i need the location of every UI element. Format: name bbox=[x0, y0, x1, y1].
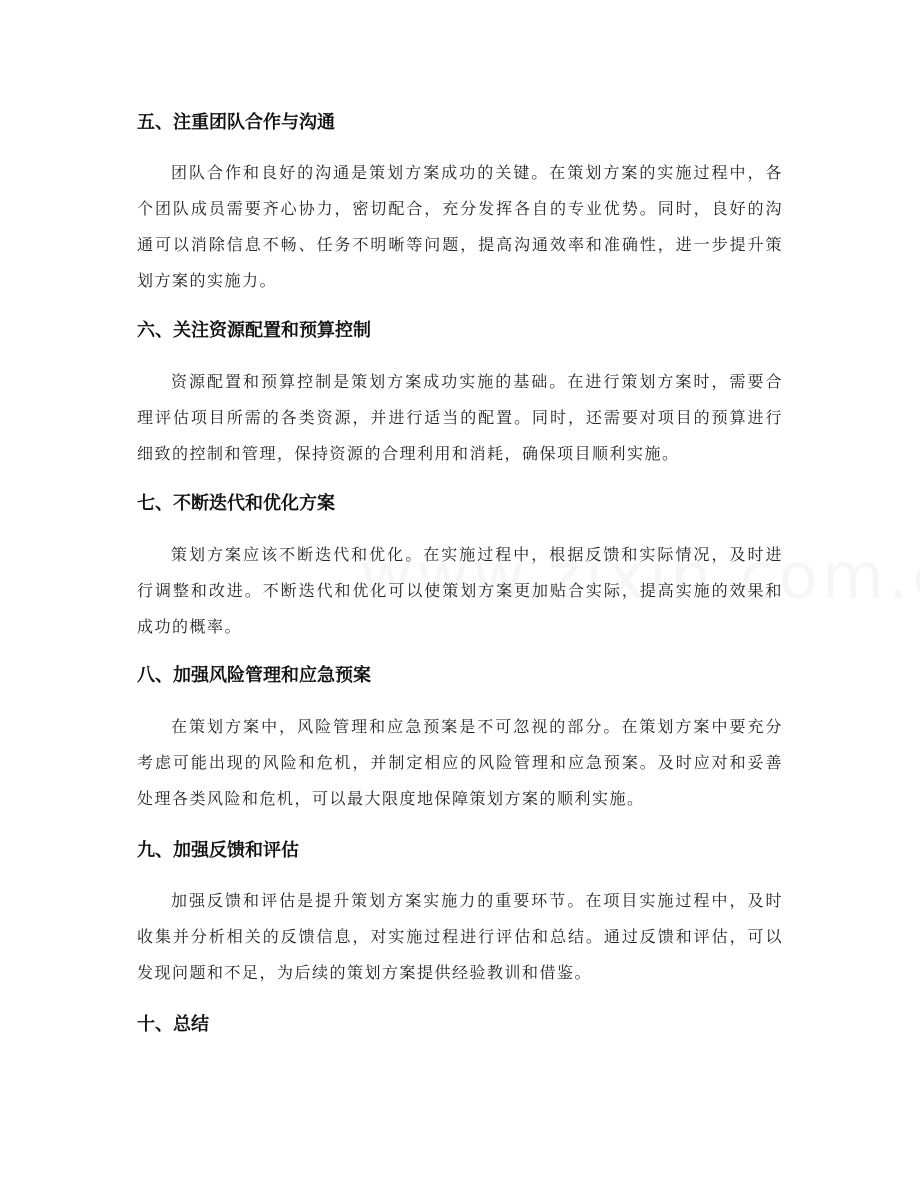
section-heading-9: 九、加强反馈和评估 bbox=[137, 840, 299, 861]
section-body-5: 团队合作和良好的沟通是策划方案成功的关键。在策划方案的实施过程中，各个团队成员需要齐心协力，密切配合，充分发挥各自的专业优势。同时，良好的沟通可以消除信息不畅、任务不明晰等问题，提高沟通效率和准确性，进一步提升策划方案的实施力。 bbox=[137, 163, 783, 290]
section-body-9: 加强反馈和评估是提升策划方案实施力的重要环节。在项目实施过程中，及时收集并分析相关的反馈信息，对实施过程进行评估和总结。通过反馈和评估，可以发现问题和不足，为后续的策划方案提供经验教训和借鉴。 bbox=[137, 891, 783, 982]
section-body-6: 资源配置和预算控制是策划方案成功实施的基础。在进行策划方案时，需要合理评估项目所需的各类资源，并进行适当的配置。同时，还需要对项目的预算进行细致的控制和管理，保持资源的合理利用和消耗，确保项目顺利实施。 bbox=[137, 372, 783, 463]
section-heading-10: 十、总结 bbox=[137, 1014, 209, 1035]
section-body-8: 在策划方案中，风险管理和应急预案是不可忽视的部分。在策划方案中要充分考虑可能出现的风险和危机，并制定相应的风险管理和应急预案。及时应对和妥善处理各类风险和危机，可以最大限度地保障策划方案的顺利实施。 bbox=[137, 717, 783, 808]
section-heading-7: 七、不断迭代和优化方案 bbox=[137, 493, 335, 514]
section-body-7: 策划方案应该不断迭代和优化。在实施过程中，根据反馈和实际情况，及时进行调整和改进。不断迭代和优化可以使策划方案更加贴合实际，提高实施的效果和成功的概率。 bbox=[137, 545, 783, 636]
section-heading-5: 五、注重团队合作与沟通 bbox=[137, 112, 335, 133]
section-heading-8: 八、加强风险管理和应急预案 bbox=[137, 665, 371, 686]
section-heading-6: 六、关注资源配置和预算控制 bbox=[137, 320, 371, 341]
